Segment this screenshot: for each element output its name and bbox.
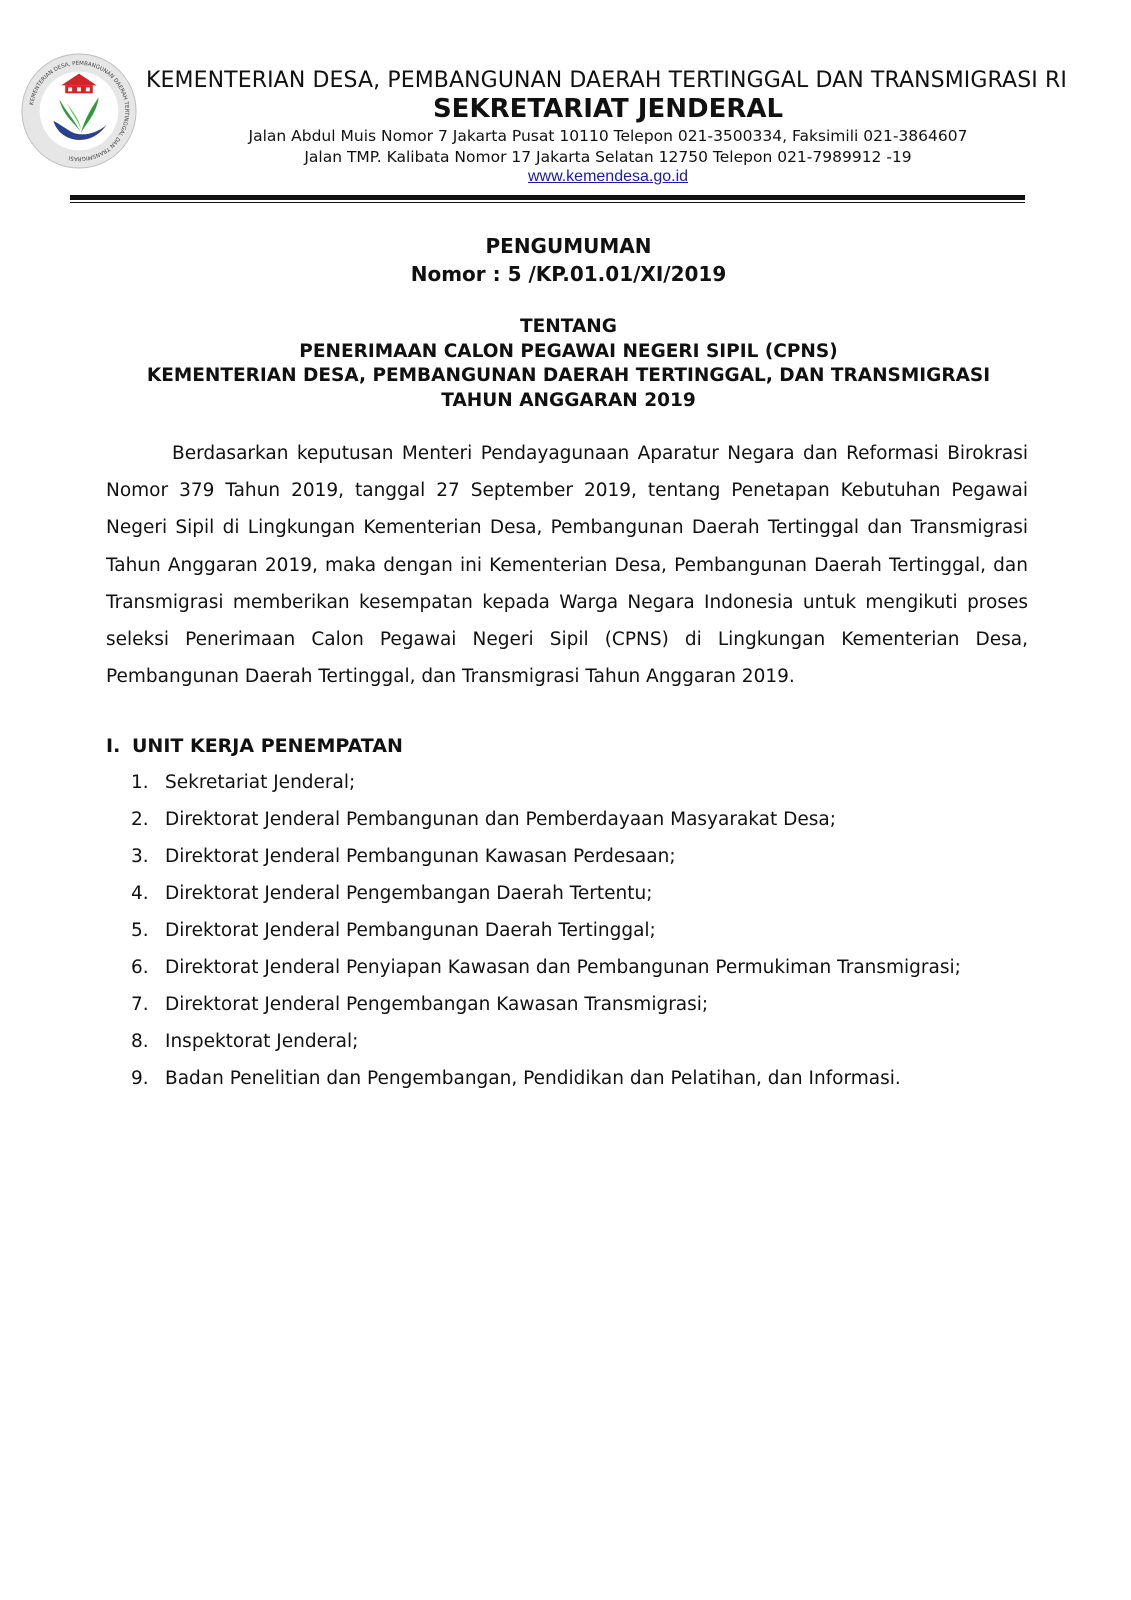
list-item-text: Direktorat Jenderal Penyiapan Kawasan dan Pembangunan Permukiman Transmigrasi; — [165, 957, 961, 978]
subject-line-1: TENTANG — [520, 316, 617, 337]
subject-line-2: PENERIMAAN CALON PEGAWAI NEGERI SIPIL (CPNS) — [299, 341, 838, 362]
section-number: I. — [106, 735, 121, 757]
list-item-number: 6. — [131, 957, 149, 978]
body-paragraph: Berdasarkan keputusan Menteri Pendayagunaan Aparatur Negara dan Reformasi Birokrasi Nomor 379 Tahun 2019, tanggal 27 September 2019, tentang Penetapan Kebutuhan Pegawai Negeri Sipil di Lingkungan Kementerian Desa, Pembangunan Daerah Tertinggal dan Transmigrasi Tahun Anggaran 2019, maka dengan ini Kementerian Desa, Pembangunan Daerah Tertinggal, dan Transmigrasi memberikan kesempatan kepada Warga Negara Indonesia untuk mengikuti proses seleksi Penerimaan Calon Pegawai Negeri Sipil (CPNS) di Lingkungan Kementerian Desa, Pembangunan Daerah Tertinggal, dan Transmigrasi Tahun Anggaran 2019. — [106, 443, 1028, 688]
list-item-text: Badan Penelitian dan Pengembangan, Pendidikan dan Pelatihan, dan Informasi. — [165, 1068, 901, 1089]
list-item-text: Direktorat Jenderal Pembangunan Daerah Tertinggal; — [165, 920, 656, 941]
list-item-number: 2. — [131, 809, 149, 830]
list-item — [131, 842, 961, 879]
website-link[interactable]: www.kemendesa.go.id — [527, 168, 689, 185]
list-item-text: Sekretariat Jenderal; — [165, 772, 356, 793]
section-title: UNIT KERJA PENEMPATAN — [132, 735, 403, 757]
letterhead-divider-thin — [70, 202, 1025, 203]
office-name: SEKRETARIAT JENDERAL — [432, 94, 784, 124]
document-number: Nomor : 5 /KP.01.01/XI/2019 — [410, 262, 727, 286]
subject-line-4: TAHUN ANGGARAN 2019 — [441, 390, 696, 411]
logo-ring-text: KEMENTERIAN DESA, PEMBANGUNAN DAERAH TERTINGGAL DAN TRANSMIGRASI — [29, 60, 130, 162]
list-item — [131, 1027, 961, 1064]
list-item — [131, 768, 961, 805]
list-item-number: 1. — [131, 772, 149, 793]
list-item-text: Direktorat Jenderal Pembangunan dan Pemberdayaan Masyarakat Desa; — [165, 809, 836, 830]
letterhead-divider — [70, 195, 1025, 200]
list-item — [131, 805, 961, 842]
list-item-number: 3. — [131, 846, 149, 867]
list-item-number: 5. — [131, 920, 149, 941]
list-item-text: Inspektorat Jenderal; — [165, 1031, 359, 1052]
document-title: PENGUMUMAN — [485, 234, 652, 258]
list-item-text: Direktorat Jenderal Pengembangan Daerah Tertentu; — [165, 883, 653, 904]
list-item — [131, 1064, 961, 1101]
list-item — [131, 879, 961, 916]
list-item-number: 9. — [131, 1068, 149, 1089]
work-unit-list — [131, 768, 961, 1101]
list-item — [131, 916, 961, 953]
list-item-number: 7. — [131, 994, 149, 1015]
ministry-name: KEMENTERIAN DESA, PEMBANGUNAN DAERAH TERTINGGAL DAN TRANSMIGRASI RI — [146, 68, 1067, 93]
list-item-text: Direktorat Jenderal Pembangunan Kawasan Perdesaan; — [165, 846, 676, 867]
list-item — [131, 990, 961, 1027]
list-item-text: Direktorat Jenderal Pengembangan Kawasan Transmigrasi; — [165, 994, 709, 1015]
address-line-1: Jalan Abdul Muis Nomor 7 Jakarta Pusat 10110 Telepon 021-3500334, Faksimili 021-3864607 — [248, 127, 968, 145]
section-heading — [106, 735, 403, 757]
address-line-2: Jalan TMP. Kalibata Nomor 17 Jakarta Selatan 12750 Telepon 021-7989912 -19 — [304, 148, 912, 166]
subject-line-3: KEMENTERIAN DESA, PEMBANGUNAN DAERAH TERTINGGAL, DAN TRANSMIGRASI — [146, 365, 991, 386]
list-item-number: 8. — [131, 1031, 149, 1052]
list-item — [131, 953, 961, 990]
list-item-number: 4. — [131, 883, 149, 904]
